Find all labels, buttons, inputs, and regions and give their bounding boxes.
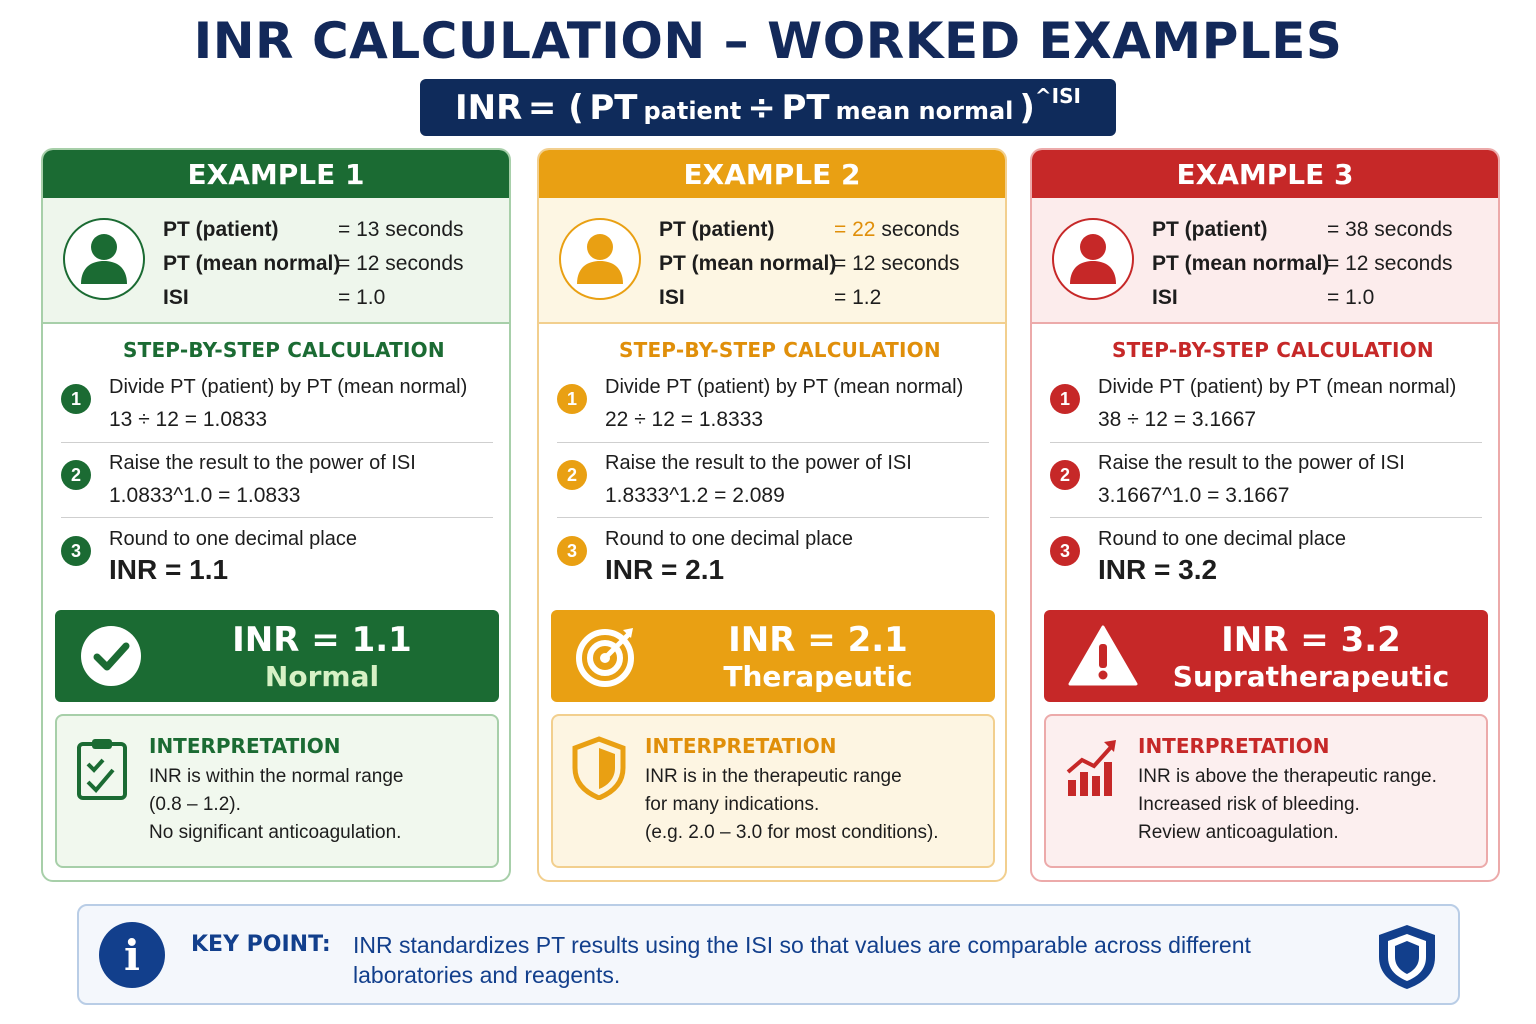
step-inr: INR = 2.1 bbox=[605, 554, 725, 585]
interpretation-box bbox=[55, 714, 499, 868]
steps-title: STEP-BY-STEP CALCULATION bbox=[123, 338, 445, 362]
steps-title: STEP-BY-STEP CALCULATION bbox=[1112, 338, 1434, 362]
step-number: 3 bbox=[1050, 536, 1080, 566]
step-number: 1 bbox=[1050, 384, 1080, 414]
interpretation-title: INTERPRETATION bbox=[149, 734, 341, 758]
step-number: 2 bbox=[557, 460, 587, 490]
warning-icon bbox=[1068, 624, 1132, 688]
step-number: 3 bbox=[557, 536, 587, 566]
key-point-text: INR standardizes PT results using the ISI so that values are comparable across different laboratories and reagents. bbox=[353, 932, 1251, 988]
divider bbox=[557, 442, 989, 443]
divider bbox=[61, 517, 493, 518]
divider bbox=[557, 517, 989, 518]
interpretation-box bbox=[1044, 714, 1488, 868]
isi-value: = 1.0 bbox=[338, 286, 386, 309]
step-inr: INR = 3.2 bbox=[1098, 554, 1218, 585]
result-value: INR = 1.1 bbox=[232, 620, 412, 660]
formula-exponent: ^ISI bbox=[1034, 83, 1081, 108]
formula-close: ) bbox=[1019, 87, 1035, 128]
result-value: INR = 3.2 bbox=[1221, 620, 1401, 660]
interpretation-line: No significant anticoagulation. bbox=[149, 822, 402, 843]
interpretation-title: INTERPRETATION bbox=[1138, 734, 1330, 758]
pt-patient-unit: seconds bbox=[881, 218, 960, 241]
clipboard-check-icon bbox=[75, 736, 131, 800]
example-card-1 bbox=[41, 148, 511, 882]
step-text: Round to one decimal place bbox=[109, 528, 357, 550]
example-card-3 bbox=[1030, 148, 1500, 882]
result-status: Supratherapeutic bbox=[1172, 660, 1450, 693]
interpretation-box bbox=[551, 714, 995, 868]
isi-label: ISI bbox=[163, 286, 189, 309]
interpretation-line: (e.g. 2.0 – 3.0 for most conditions). bbox=[645, 822, 939, 843]
example-header: EXAMPLE 1 bbox=[43, 150, 509, 198]
patient-avatar-icon bbox=[63, 218, 145, 300]
step-calc: 3.1667^1.0 = 3.1667 bbox=[1098, 484, 1290, 507]
step-calc: 38 ÷ 12 = 3.1667 bbox=[1098, 408, 1257, 431]
example-inputs bbox=[539, 198, 1005, 324]
pt-patient-value: = 13 seconds bbox=[338, 218, 464, 241]
shield-icon bbox=[1375, 922, 1439, 992]
pt-patient-label: PT (patient) bbox=[659, 218, 775, 241]
patient-avatar-icon bbox=[559, 218, 641, 300]
step-text: Divide PT (patient) by PT (mean normal) bbox=[605, 376, 964, 398]
step-calc: 1.8333^1.2 = 2.089 bbox=[605, 484, 785, 507]
pt-patient-number: 22 bbox=[852, 218, 876, 241]
step-number: 1 bbox=[557, 384, 587, 414]
pt-patient-label: PT (patient) bbox=[1152, 218, 1268, 241]
pt-mean-normal-value: = 12 seconds bbox=[1327, 252, 1453, 275]
formula-sub-patient: patient bbox=[643, 96, 742, 125]
result-banner bbox=[55, 610, 499, 702]
interpretation-line: INR is in the therapeutic range bbox=[645, 766, 902, 787]
step-text: Round to one decimal place bbox=[605, 528, 853, 550]
interpretation-line: Review anticoagulation. bbox=[1138, 822, 1339, 843]
target-icon bbox=[575, 624, 639, 688]
interpretation-line: (0.8 – 1.2). bbox=[149, 794, 241, 815]
interpretation-line: INR is within the normal range bbox=[149, 766, 404, 787]
step-text: Raise the result to the power of ISI bbox=[605, 452, 912, 474]
step-text: Round to one decimal place bbox=[1098, 528, 1346, 550]
formula-inr: INR bbox=[455, 87, 523, 128]
formula-sub-normal: mean normal bbox=[835, 96, 1014, 125]
step-inr: INR = 1.1 bbox=[109, 554, 229, 585]
interpretation-line: for many indications. bbox=[645, 794, 820, 815]
isi-value: = 1.0 bbox=[1327, 286, 1375, 309]
step-text: Raise the result to the power of ISI bbox=[109, 452, 416, 474]
example-inputs bbox=[43, 198, 509, 324]
result-value: INR = 2.1 bbox=[728, 620, 908, 660]
pt-patient-value bbox=[834, 218, 960, 242]
divider bbox=[1050, 442, 1482, 443]
step-text: Divide PT (patient) by PT (mean normal) bbox=[1098, 376, 1457, 398]
step-number: 2 bbox=[1050, 460, 1080, 490]
pt-mean-normal-value: = 12 seconds bbox=[834, 252, 960, 275]
pt-mean-normal-label: PT (mean normal) bbox=[163, 252, 341, 275]
inr-formula bbox=[420, 79, 1116, 136]
key-point-box bbox=[77, 904, 1460, 1005]
pt-mean-normal-value: = 12 seconds bbox=[338, 252, 464, 275]
result-banner bbox=[1044, 610, 1488, 702]
formula-divide: ÷ bbox=[747, 87, 776, 128]
checkmark-icon bbox=[79, 624, 143, 688]
formula-equals: = ( bbox=[527, 87, 584, 128]
step-number: 1 bbox=[61, 384, 91, 414]
example-header: EXAMPLE 2 bbox=[539, 150, 1005, 198]
pt-patient-value: = 38 seconds bbox=[1327, 218, 1453, 241]
pt-patient-equals: = bbox=[834, 218, 847, 241]
step-calc: 1.0833^1.0 = 1.0833 bbox=[109, 484, 301, 507]
isi-label: ISI bbox=[1152, 286, 1178, 309]
step-calc: 22 ÷ 12 = 1.8333 bbox=[605, 408, 764, 431]
pt-mean-normal-label: PT (mean normal) bbox=[659, 252, 837, 275]
pt-mean-normal-label: PT (mean normal) bbox=[1152, 252, 1330, 275]
formula-pt-patient: PT bbox=[589, 87, 638, 128]
step-number: 2 bbox=[61, 460, 91, 490]
step-text: Raise the result to the power of ISI bbox=[1098, 452, 1405, 474]
interpretation-line: Increased risk of bleeding. bbox=[1138, 794, 1360, 815]
key-point-label: KEY POINT: bbox=[191, 932, 331, 957]
divider bbox=[1050, 517, 1482, 518]
step-calc: 13 ÷ 12 = 1.0833 bbox=[109, 408, 268, 431]
result-banner bbox=[551, 610, 995, 702]
isi-label: ISI bbox=[659, 286, 685, 309]
interpretation-title: INTERPRETATION bbox=[645, 734, 837, 758]
step-number: 3 bbox=[61, 536, 91, 566]
page-title: INR CALCULATION – WORKED EXAMPLES bbox=[193, 12, 1343, 70]
divider bbox=[61, 442, 493, 443]
interpretation-line: INR is above the therapeutic range. bbox=[1138, 766, 1437, 787]
step-text: Divide PT (patient) by PT (mean normal) bbox=[109, 376, 468, 398]
result-status: Therapeutic bbox=[723, 660, 913, 693]
rising-chart-icon bbox=[1064, 736, 1120, 800]
shield-icon bbox=[571, 736, 627, 800]
result-status: Normal bbox=[264, 660, 380, 693]
info-icon: i bbox=[99, 922, 165, 988]
example-card-2 bbox=[537, 148, 1007, 882]
patient-avatar-icon bbox=[1052, 218, 1134, 300]
formula-pt-normal: PT bbox=[781, 87, 830, 128]
example-header: EXAMPLE 3 bbox=[1032, 150, 1498, 198]
pt-patient-label: PT (patient) bbox=[163, 218, 279, 241]
isi-value: = 1.2 bbox=[834, 286, 882, 309]
steps-title: STEP-BY-STEP CALCULATION bbox=[619, 338, 941, 362]
example-inputs bbox=[1032, 198, 1498, 324]
